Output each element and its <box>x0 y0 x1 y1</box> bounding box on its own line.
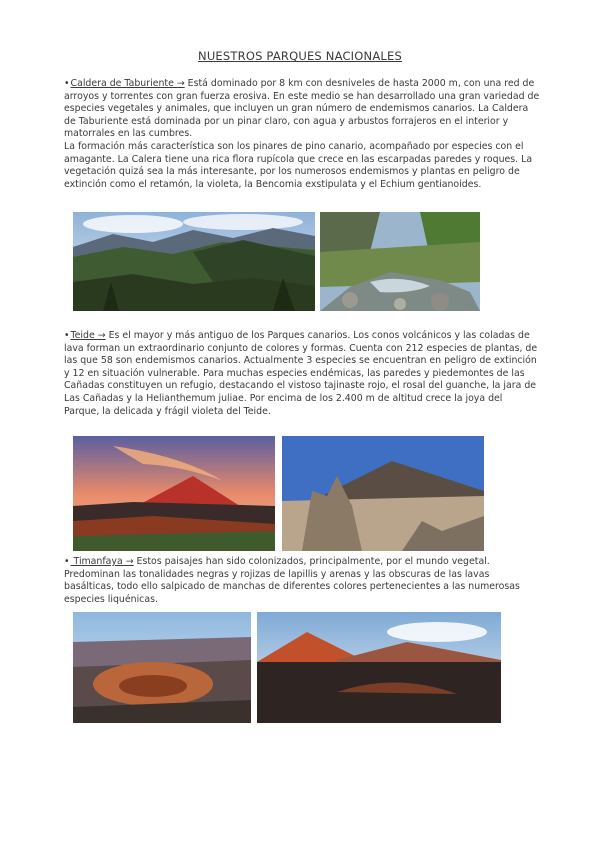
caldera-valley-photo <box>73 212 315 311</box>
section-timanfaya-text: Estos paisajes han sido colonizados, principalmente, por el mundo vegetal. Predominan las tonalidades negras y rojizas de lapillis y arenas y las obscuras de las lavas basálticas, todo ello salpicado de manchas de diferentes colores pertenecientes a las numerosas especies liquénicas. <box>64 556 520 605</box>
section-caldera-text: Está dominado por 8 km con desniveles de hasta 2000 m, con una red de arroyos y torrentes con gran fuerza erosiva. En este medio se han desarrollado una gran variedad de especies vegetales y animales, que incluyen un gran número de endemismos canarios. La Caldera de Taburiente está dominada por un pinar claro, con agua y arbustos forrajeros en el interior y matorrales en las cumbres. <box>64 78 540 140</box>
teide-sunset-photo <box>73 436 275 551</box>
section-caldera-text-2: La formación más característica son los pinares de pino canario, acompañado por especies con el amagante. La Calera tiene una rica flora rupícola que crece en las escarpadas paredes y roques. La vegetación quizá sea la más interesante, por los numerosos endemismos y plantas en peligro de extinción como el retamón, la violeta, la Bencomia exstipulata y el Echium gentianoides. <box>64 140 533 190</box>
section-caldera <box>64 78 540 191</box>
teide-rocks-photo <box>282 436 484 551</box>
section-timanfaya-heading[interactable]: Timanfaya → <box>70 556 134 567</box>
section-teide <box>64 330 540 418</box>
page-title: NUESTROS PARQUES NACIONALES <box>198 49 402 63</box>
section-teide-heading[interactable]: Teide → <box>70 330 106 341</box>
section-teide-text: Es el mayor y más antiguo de los Parques canarios. Los conos volcánicos y las coladas de lava forman un extraordinario conjunto de colores y formas. Cuenta con 212 especies de plantas, de las que 58 son endemismos canarios. Actualmente 3 especies se encuentran en peligro de extinción y 12 en situación vulnerable. Para muchas especies endémicas, las paredes y piedemontes de las Cañadas constituyen un refugio, destacando el vistoso tajinaste rojo, el rosal del guanche, la jara de Las Cañadas y la Helianthemum juliae. Por encima de los 2.400 m de altitud crece la joya del Parque, la delicada y frágil violeta del Teide. <box>64 330 538 417</box>
timanfaya-red-volcano-photo <box>257 612 501 723</box>
section-timanfaya-paragraph <box>64 556 540 606</box>
section-caldera-heading[interactable]: Caldera de Taburiente → <box>70 78 185 89</box>
caldera-stream-photo <box>320 212 480 311</box>
timanfaya-crater-photo <box>73 612 251 723</box>
section-teide-paragraph <box>64 330 540 418</box>
section-caldera-paragraph <box>64 78 540 141</box>
bullet-marker: • <box>64 556 70 567</box>
bullet-marker: • <box>64 330 70 341</box>
section-timanfaya <box>64 556 540 606</box>
bullet-marker: • <box>64 78 70 89</box>
